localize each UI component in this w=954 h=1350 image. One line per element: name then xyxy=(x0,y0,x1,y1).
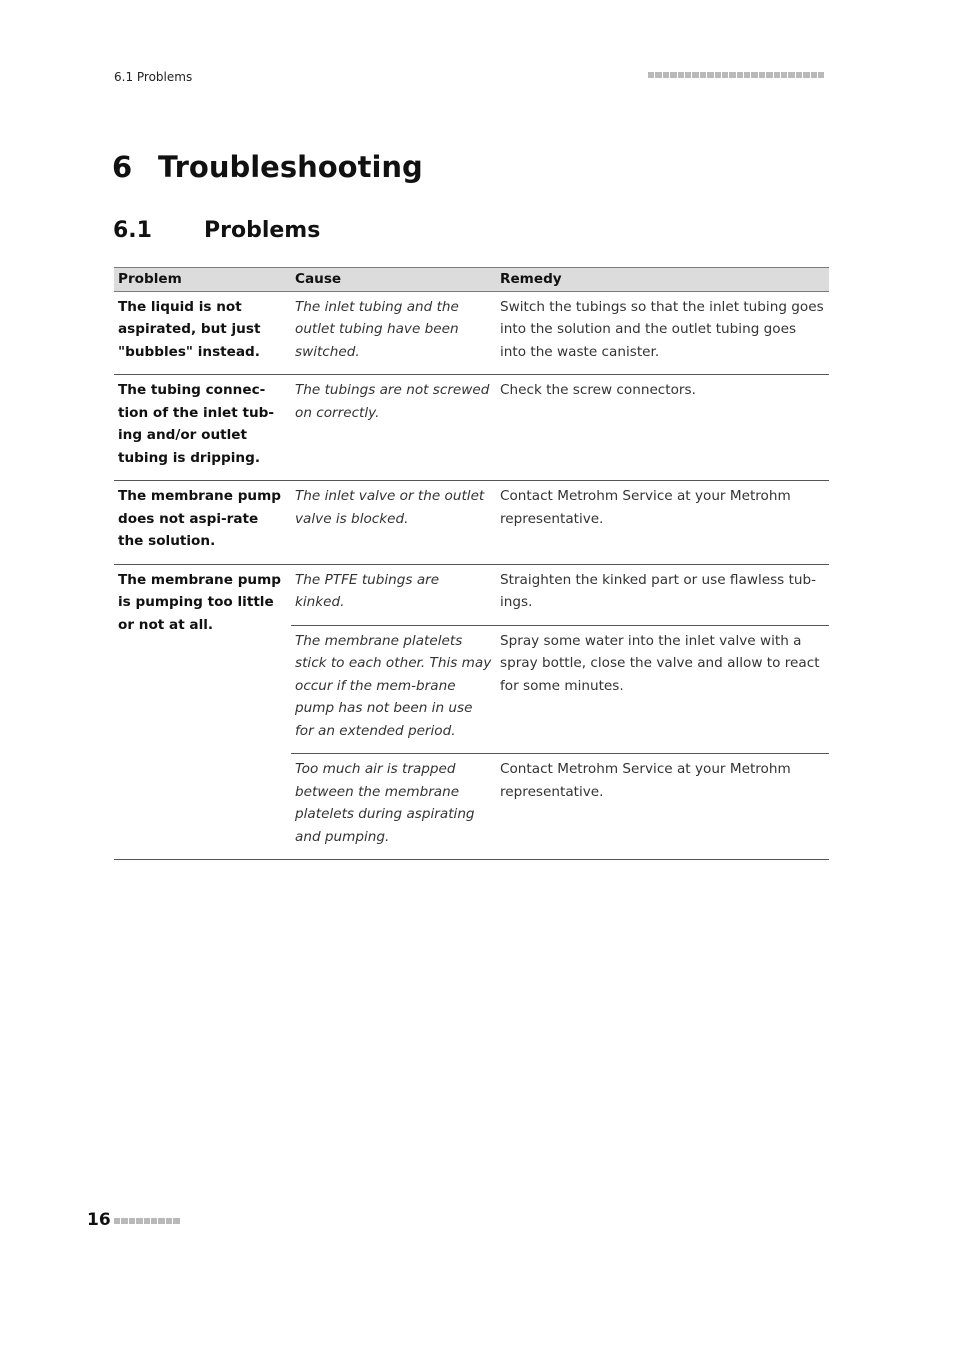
decorative-square xyxy=(759,72,765,78)
remedy-cell: Switch the tubings so that the inlet tubing goes into the solution and the outlet tubing goes into the waste canister. xyxy=(496,291,829,375)
cause-cell: Too much air is trapped between the membrane platelets during aspirating and pumping. xyxy=(291,754,496,860)
table-row xyxy=(114,481,829,565)
cause-cell: The inlet tubing and the outlet tubing have been switched. xyxy=(291,291,496,375)
table-row xyxy=(114,564,829,625)
decorative-square xyxy=(655,72,661,78)
header-remedy: Remedy xyxy=(496,268,829,292)
decorative-square xyxy=(803,72,809,78)
table-header-row xyxy=(114,268,829,292)
problem-cell: The liquid is not aspirated, but just "bubbles" instead. xyxy=(114,291,291,375)
problem-cell: The tubing connec-tion of the inlet tub-ing and/or outlet tubing is dripping. xyxy=(114,375,291,481)
decorative-square xyxy=(722,72,728,78)
decorative-square xyxy=(715,72,721,78)
troubleshooting-table xyxy=(114,267,829,860)
cause-cell: The tubings are not screwed on correctly. xyxy=(291,375,496,481)
remedy-cell: Spray some water into the inlet valve with a spray bottle, close the valve and allow to react for some minutes. xyxy=(496,625,829,754)
table-row xyxy=(114,375,829,481)
decorative-square xyxy=(144,1218,150,1224)
header-problem: Problem xyxy=(114,268,291,292)
section-title xyxy=(113,218,320,243)
remedy-cell: Contact Metrohm Service at your Metrohm representative. xyxy=(496,754,829,860)
decorative-square xyxy=(670,72,676,78)
decorative-square xyxy=(729,72,735,78)
decorative-square xyxy=(692,72,698,78)
cause-cell: The PTFE tubings are kinked. xyxy=(291,564,496,625)
decorative-square xyxy=(114,1218,120,1224)
section-title-text: Problems xyxy=(204,218,321,243)
decorative-square xyxy=(136,1218,142,1224)
problem-cell: The membrane pump is pumping too little or not at all. xyxy=(114,564,291,860)
decorative-square xyxy=(685,72,691,78)
decorative-square xyxy=(700,72,706,78)
chapter-title-text: Troubleshooting xyxy=(158,150,423,184)
decorative-square xyxy=(781,72,787,78)
header-square-bar xyxy=(648,72,824,78)
decorative-square xyxy=(737,72,743,78)
decorative-square xyxy=(796,72,802,78)
remedy-cell: Contact Metrohm Service at your Metrohm representative. xyxy=(496,481,829,565)
decorative-square xyxy=(744,72,750,78)
running-head: 6.1 Problems xyxy=(114,70,193,84)
decorative-square xyxy=(766,72,772,78)
remedy-cell: Straighten the kinked part or use flawless tub-ings. xyxy=(496,564,829,625)
chapter-number: 6 xyxy=(112,150,133,184)
decorative-square xyxy=(151,1218,157,1224)
header-cause: Cause xyxy=(291,268,496,292)
decorative-square xyxy=(173,1218,179,1224)
page-number: 16 xyxy=(87,1210,111,1230)
decorative-square xyxy=(158,1218,164,1224)
decorative-square xyxy=(648,72,654,78)
remedy-cell: Check the screw connectors. xyxy=(496,375,829,481)
decorative-square xyxy=(121,1218,127,1224)
decorative-square xyxy=(751,72,757,78)
decorative-square xyxy=(678,72,684,78)
decorative-square xyxy=(129,1218,135,1224)
decorative-square xyxy=(663,72,669,78)
decorative-square xyxy=(818,72,824,78)
section-number: 6.1 xyxy=(113,218,152,243)
decorative-square xyxy=(811,72,817,78)
decorative-square xyxy=(788,72,794,78)
cause-cell: The membrane platelets stick to each other. This may occur if the mem-brane pump has not been in use for an extended period. xyxy=(291,625,496,754)
footer-square-bar xyxy=(114,1218,180,1224)
cause-cell: The inlet valve or the outlet valve is blocked. xyxy=(291,481,496,565)
decorative-square xyxy=(774,72,780,78)
decorative-square xyxy=(166,1218,172,1224)
decorative-square xyxy=(707,72,713,78)
problem-cell: The membrane pump does not aspi-rate the solution. xyxy=(114,481,291,565)
table-row xyxy=(114,291,829,375)
chapter-title xyxy=(112,150,423,184)
